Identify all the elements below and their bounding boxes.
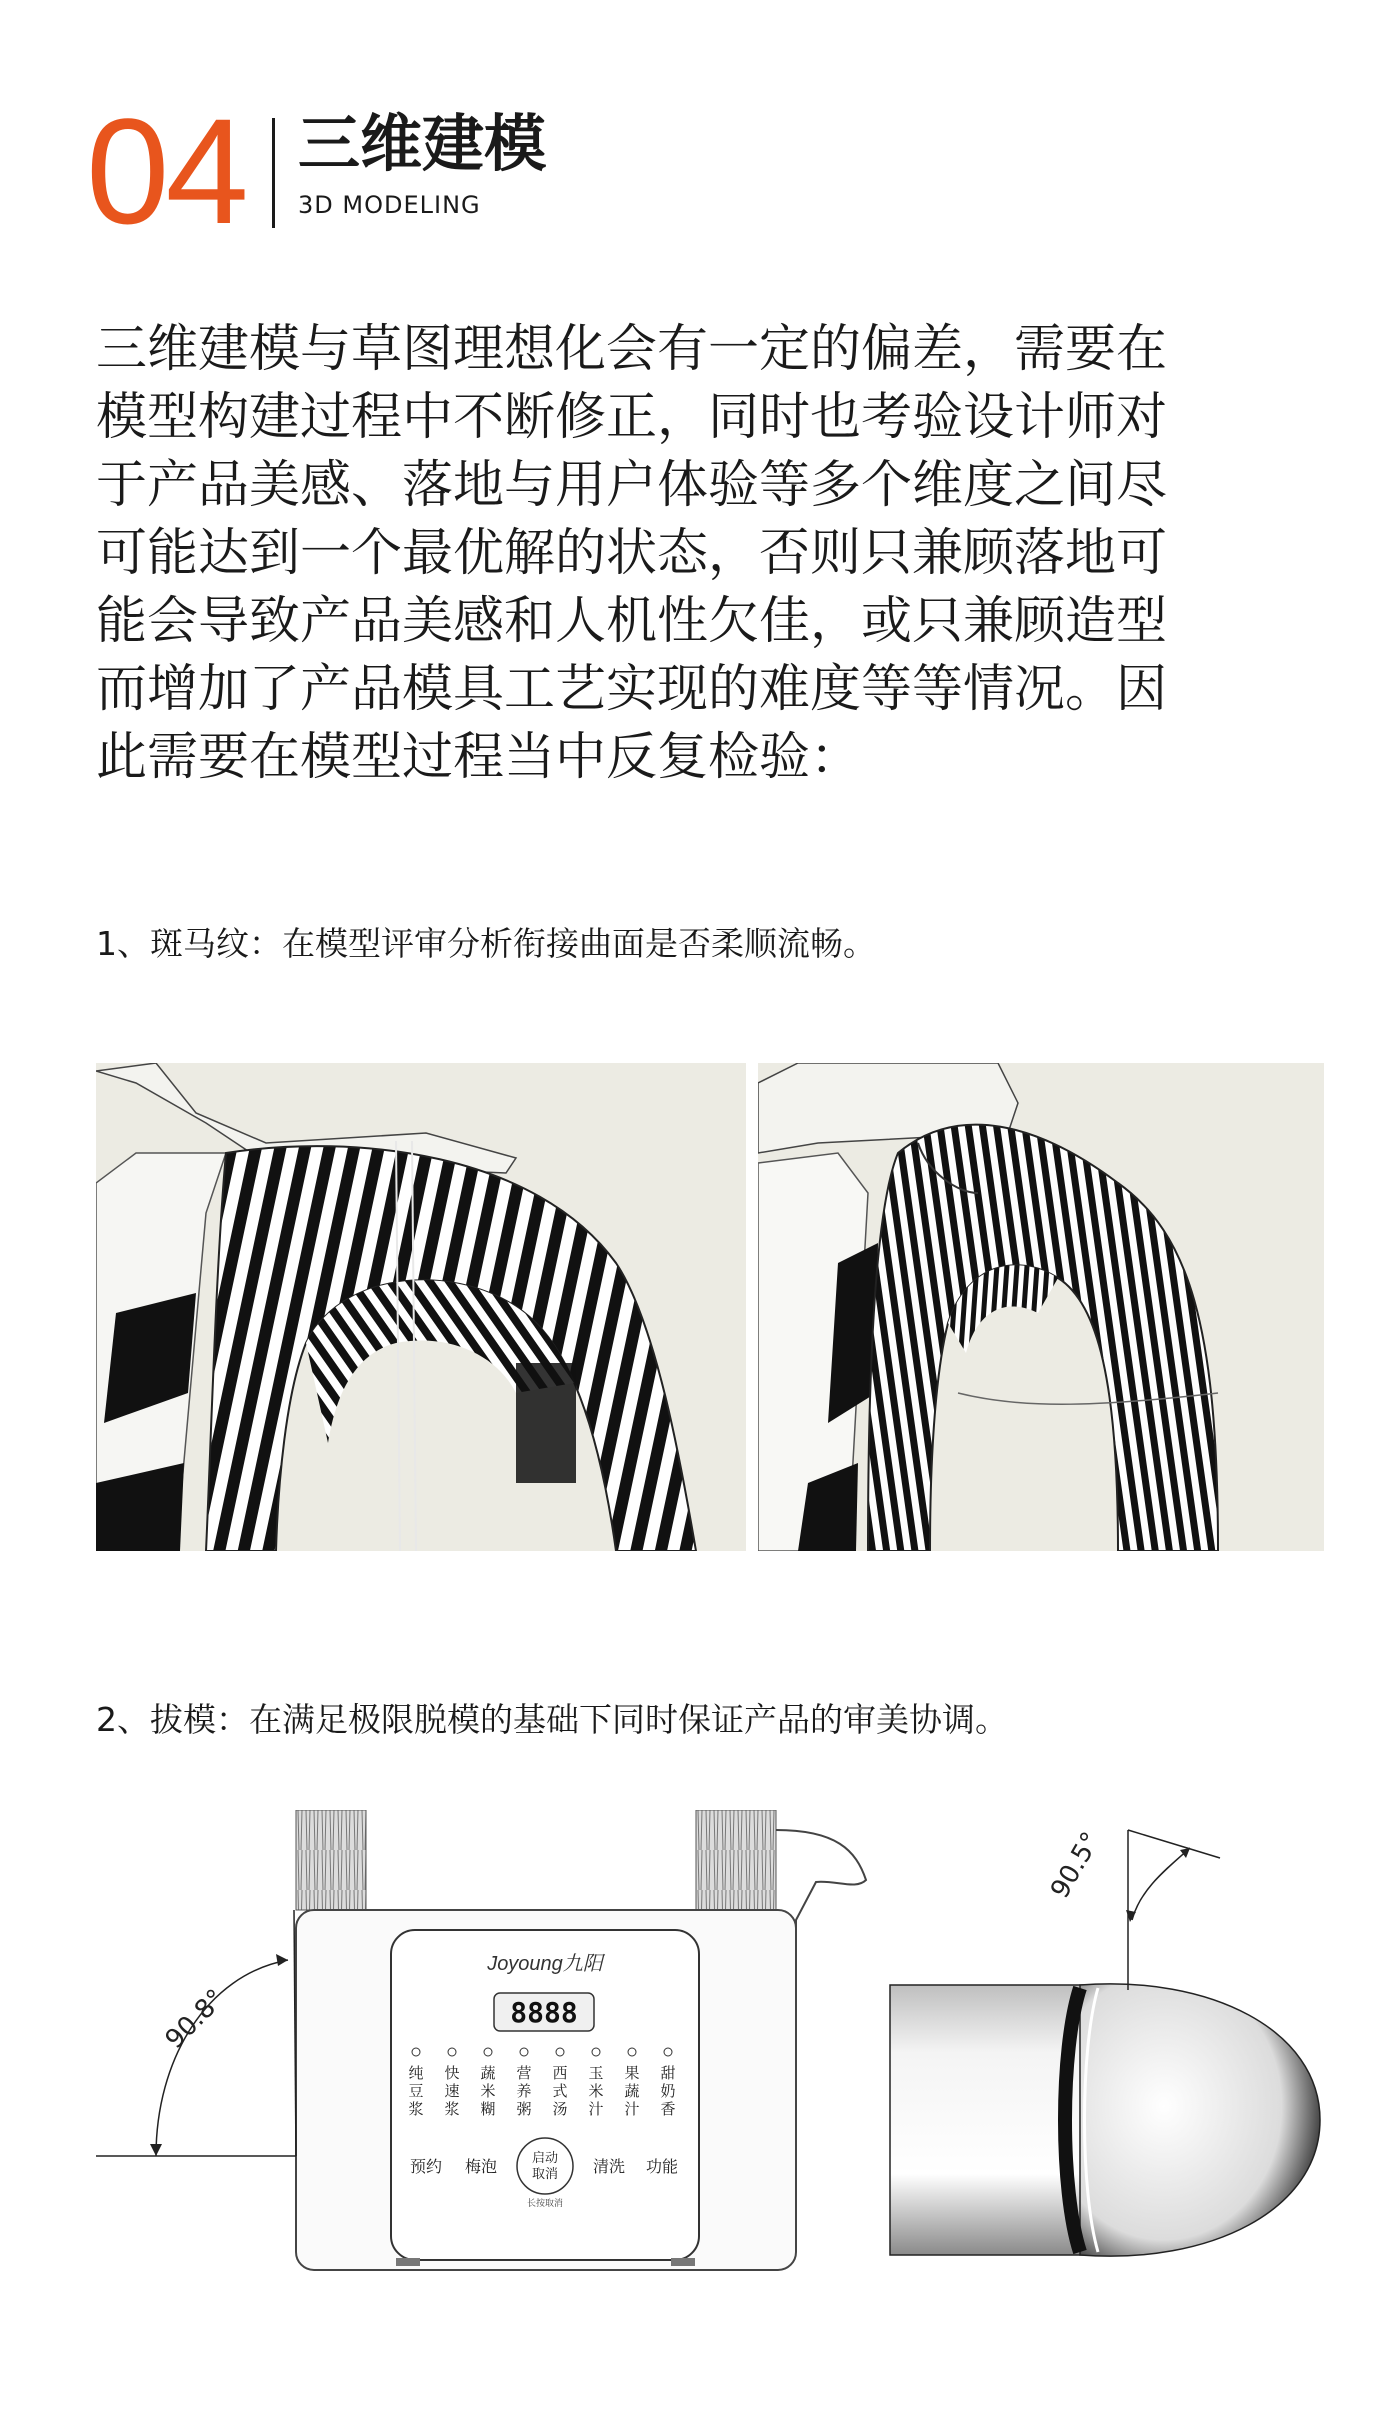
- zebra-caption: 1、斑马纹：在模型评审分析衔接曲面是否柔顺流畅。: [96, 924, 876, 963]
- function-label-char: 营: [516, 2064, 532, 2082]
- function-label-char: 米: [588, 2082, 604, 2100]
- start-button-label[interactable]: 启动: [531, 2151, 559, 2166]
- function-label-char: 甜: [660, 2064, 676, 2082]
- start-button-label-2[interactable]: 取消: [531, 2167, 559, 2182]
- function-label-char: 快: [444, 2064, 460, 2082]
- section-subtitle: 3D MODELING: [298, 191, 481, 219]
- draft-angle-left: 90.8°: [159, 1983, 232, 2055]
- indicator-light: [628, 2048, 636, 2056]
- body-line: 而增加了产品模具工艺实现的难度等等情况。因: [96, 660, 1168, 719]
- body-line: 能会导致产品美感和人机性欠佳，或只兼顾造型: [96, 592, 1168, 651]
- header-divider: [272, 118, 275, 228]
- brand-logo: Joyoung九阳: [487, 1953, 603, 1975]
- button-label[interactable]: 梅泡: [464, 2157, 498, 2176]
- draft-caption: 2、拔模：在满足极限脱模的基础下同时保证产品的审美协调。: [96, 1700, 1008, 1739]
- function-label-char: 汤: [552, 2100, 568, 2118]
- indicator-light: [556, 2048, 564, 2056]
- function-label-char: 汁: [624, 2100, 640, 2118]
- function-label-char: 奶: [660, 2082, 676, 2100]
- product-front-drawing: [96, 1810, 896, 2290]
- body-line: 于产品美感、落地与用户体验等多个维度之间尽: [96, 456, 1168, 515]
- indicator-light: [592, 2048, 600, 2056]
- button-label[interactable]: 功能: [645, 2157, 679, 2176]
- function-label-char: 蔬: [624, 2082, 640, 2100]
- button-label[interactable]: 预约: [409, 2157, 443, 2176]
- function-label-char: 米: [480, 2082, 496, 2100]
- function-label-char: 豆: [408, 2082, 424, 2100]
- draft-angle-right: 90.5°: [1045, 1827, 1107, 1904]
- indicator-light: [484, 2048, 492, 2056]
- zebra-render-left: [96, 1063, 746, 1551]
- body-paragraph: [96, 316, 1326, 792]
- function-label-char: 西: [552, 2064, 568, 2082]
- function-label-char: 浆: [444, 2100, 460, 2118]
- body-line: 此需要在模型过程当中反复检验：: [96, 728, 862, 787]
- body-line: 模型构建过程中不断修正，同时也考验设计师对: [96, 388, 1168, 447]
- start-button-hint: 长按取消: [526, 2199, 564, 2209]
- indicator-light: [412, 2048, 420, 2056]
- body-line: 三维建模与草图理想化会有一定的偏差，需要在: [96, 320, 1168, 379]
- function-label-char: 浆: [408, 2100, 424, 2118]
- body-line: 可能达到一个最优解的状态，否则只兼顾落地可: [96, 524, 1168, 583]
- button-label[interactable]: 清洗: [592, 2157, 626, 2176]
- function-label-char: 式: [552, 2082, 568, 2100]
- function-label-char: 玉: [588, 2064, 604, 2082]
- function-label-char: 纯: [408, 2064, 424, 2082]
- function-label-char: 果: [624, 2064, 640, 2082]
- zebra-render-right: [758, 1063, 1324, 1551]
- digital-display: 8888: [510, 1996, 578, 2029]
- function-label-char: 速: [444, 2082, 460, 2100]
- function-label-char: 养: [516, 2082, 532, 2100]
- section-title: 三维建模: [298, 107, 547, 180]
- draft-render-right: [880, 1810, 1326, 2280]
- indicator-light: [520, 2048, 528, 2056]
- function-label-char: 汁: [588, 2100, 604, 2118]
- section-number: 04: [86, 87, 245, 255]
- function-label-char: 粥: [516, 2100, 532, 2118]
- function-label-char: 糊: [480, 2100, 496, 2118]
- function-label-char: 香: [660, 2100, 676, 2118]
- function-label-char: 蔬: [480, 2064, 496, 2082]
- indicator-light: [448, 2048, 456, 2056]
- indicator-light: [664, 2048, 672, 2056]
